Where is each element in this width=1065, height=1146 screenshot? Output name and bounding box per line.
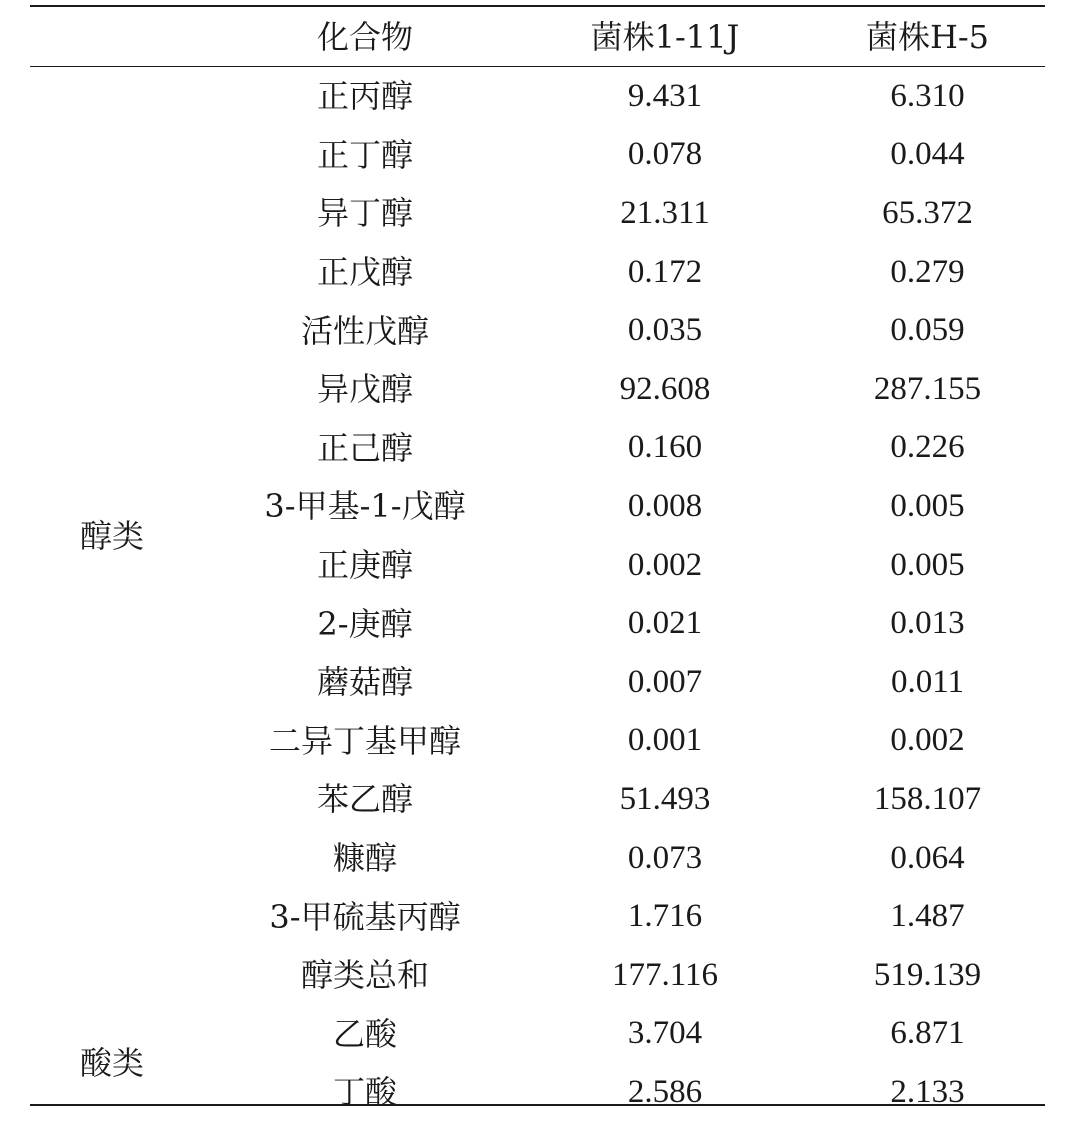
value-strain-a: 0.007 <box>627 663 703 700</box>
value-strain-b: 287.155 <box>873 370 982 407</box>
group-label-acids: 酸类 <box>80 1044 145 1083</box>
header-row <box>30 7 1045 67</box>
compound-name: 蘑菇醇 <box>316 663 413 702</box>
value-strain-a: 0.001 <box>627 722 703 759</box>
value-strain-a: 3.704 <box>627 1015 703 1052</box>
header-strain-1-11j: 菌株1-11J <box>520 7 810 67</box>
value-strain-a: 0.002 <box>627 546 703 583</box>
value-strain-a: 2.586 <box>627 1073 703 1110</box>
compound-name: 糠醇 <box>332 839 397 878</box>
value-strain-a: 0.008 <box>627 487 703 524</box>
compound-name: 正丙醇 <box>316 77 413 116</box>
compound-name: 异丁醇 <box>316 194 413 233</box>
compound-name: 3-甲基-1-戊醇 <box>264 487 466 526</box>
value-strain-a: 0.073 <box>627 839 703 876</box>
value-strain-a: 0.035 <box>627 312 703 349</box>
value-strain-a: 1.716 <box>627 898 703 935</box>
value-strain-a: 0.172 <box>627 253 703 290</box>
value-strain-b: 519.139 <box>873 956 982 993</box>
table-header <box>30 7 1045 67</box>
value-strain-b: 0.279 <box>890 253 965 290</box>
compound-name: 乙酸 <box>332 1014 397 1053</box>
header-group <box>30 7 210 67</box>
value-strain-b: 6.871 <box>890 1015 965 1052</box>
compound-name: 醇类总和 <box>300 956 429 995</box>
value-strain-b: 0.226 <box>890 429 965 466</box>
header-compound: 化合物 <box>210 7 520 67</box>
value-strain-b: 0.005 <box>890 546 965 583</box>
group-label-alcohols: 醇类 <box>80 516 145 555</box>
value-strain-a: 0.021 <box>627 605 703 642</box>
value-strain-b: 0.044 <box>890 136 965 173</box>
value-strain-b: 158.107 <box>873 780 982 817</box>
value-strain-b: 0.005 <box>890 487 965 524</box>
header-strain-h-5: 菌株H-5 <box>810 7 1045 67</box>
value-strain-b: 6.310 <box>890 77 965 114</box>
value-strain-a: 92.608 <box>619 370 711 407</box>
table-body <box>30 67 1045 1122</box>
value-strain-a: 177.116 <box>611 956 719 993</box>
value-strain-a: 21.311 <box>620 194 710 231</box>
compound-name: 3-甲硫基丙醇 <box>269 897 461 936</box>
value-strain-b: 1.487 <box>890 898 965 935</box>
table-row <box>30 1005 1045 1064</box>
compound-name: 丁酸 <box>332 1073 397 1112</box>
compound-name: 苯乙醇 <box>316 780 413 819</box>
compound-name: 正己醇 <box>316 428 413 467</box>
value-strain-a: 0.160 <box>627 429 703 466</box>
value-strain-a: 9.431 <box>627 77 703 114</box>
compound-name: 异戊醇 <box>316 370 413 409</box>
compound-name: 活性戊醇 <box>300 311 429 350</box>
compound-name: 2-庚醇 <box>317 604 413 643</box>
value-strain-b: 65.372 <box>882 194 973 231</box>
value-strain-b: 0.002 <box>890 722 965 759</box>
value-strain-a: 0.078 <box>627 136 703 173</box>
table-row <box>30 67 1045 126</box>
value-strain-b: 0.013 <box>890 605 965 642</box>
compound-name: 正戊醇 <box>316 253 413 292</box>
value-strain-b: 2.133 <box>890 1073 965 1110</box>
value-strain-b: 0.064 <box>890 839 965 876</box>
value-strain-a: 51.493 <box>619 780 711 817</box>
compound-table <box>30 7 1045 1122</box>
compound-name: 正丁醇 <box>316 135 413 174</box>
compound-name: 二异丁基甲醇 <box>268 721 461 760</box>
value-strain-b: 0.059 <box>890 312 965 349</box>
value-strain-b: 0.011 <box>890 663 965 700</box>
compound-name: 正庚醇 <box>316 546 413 585</box>
